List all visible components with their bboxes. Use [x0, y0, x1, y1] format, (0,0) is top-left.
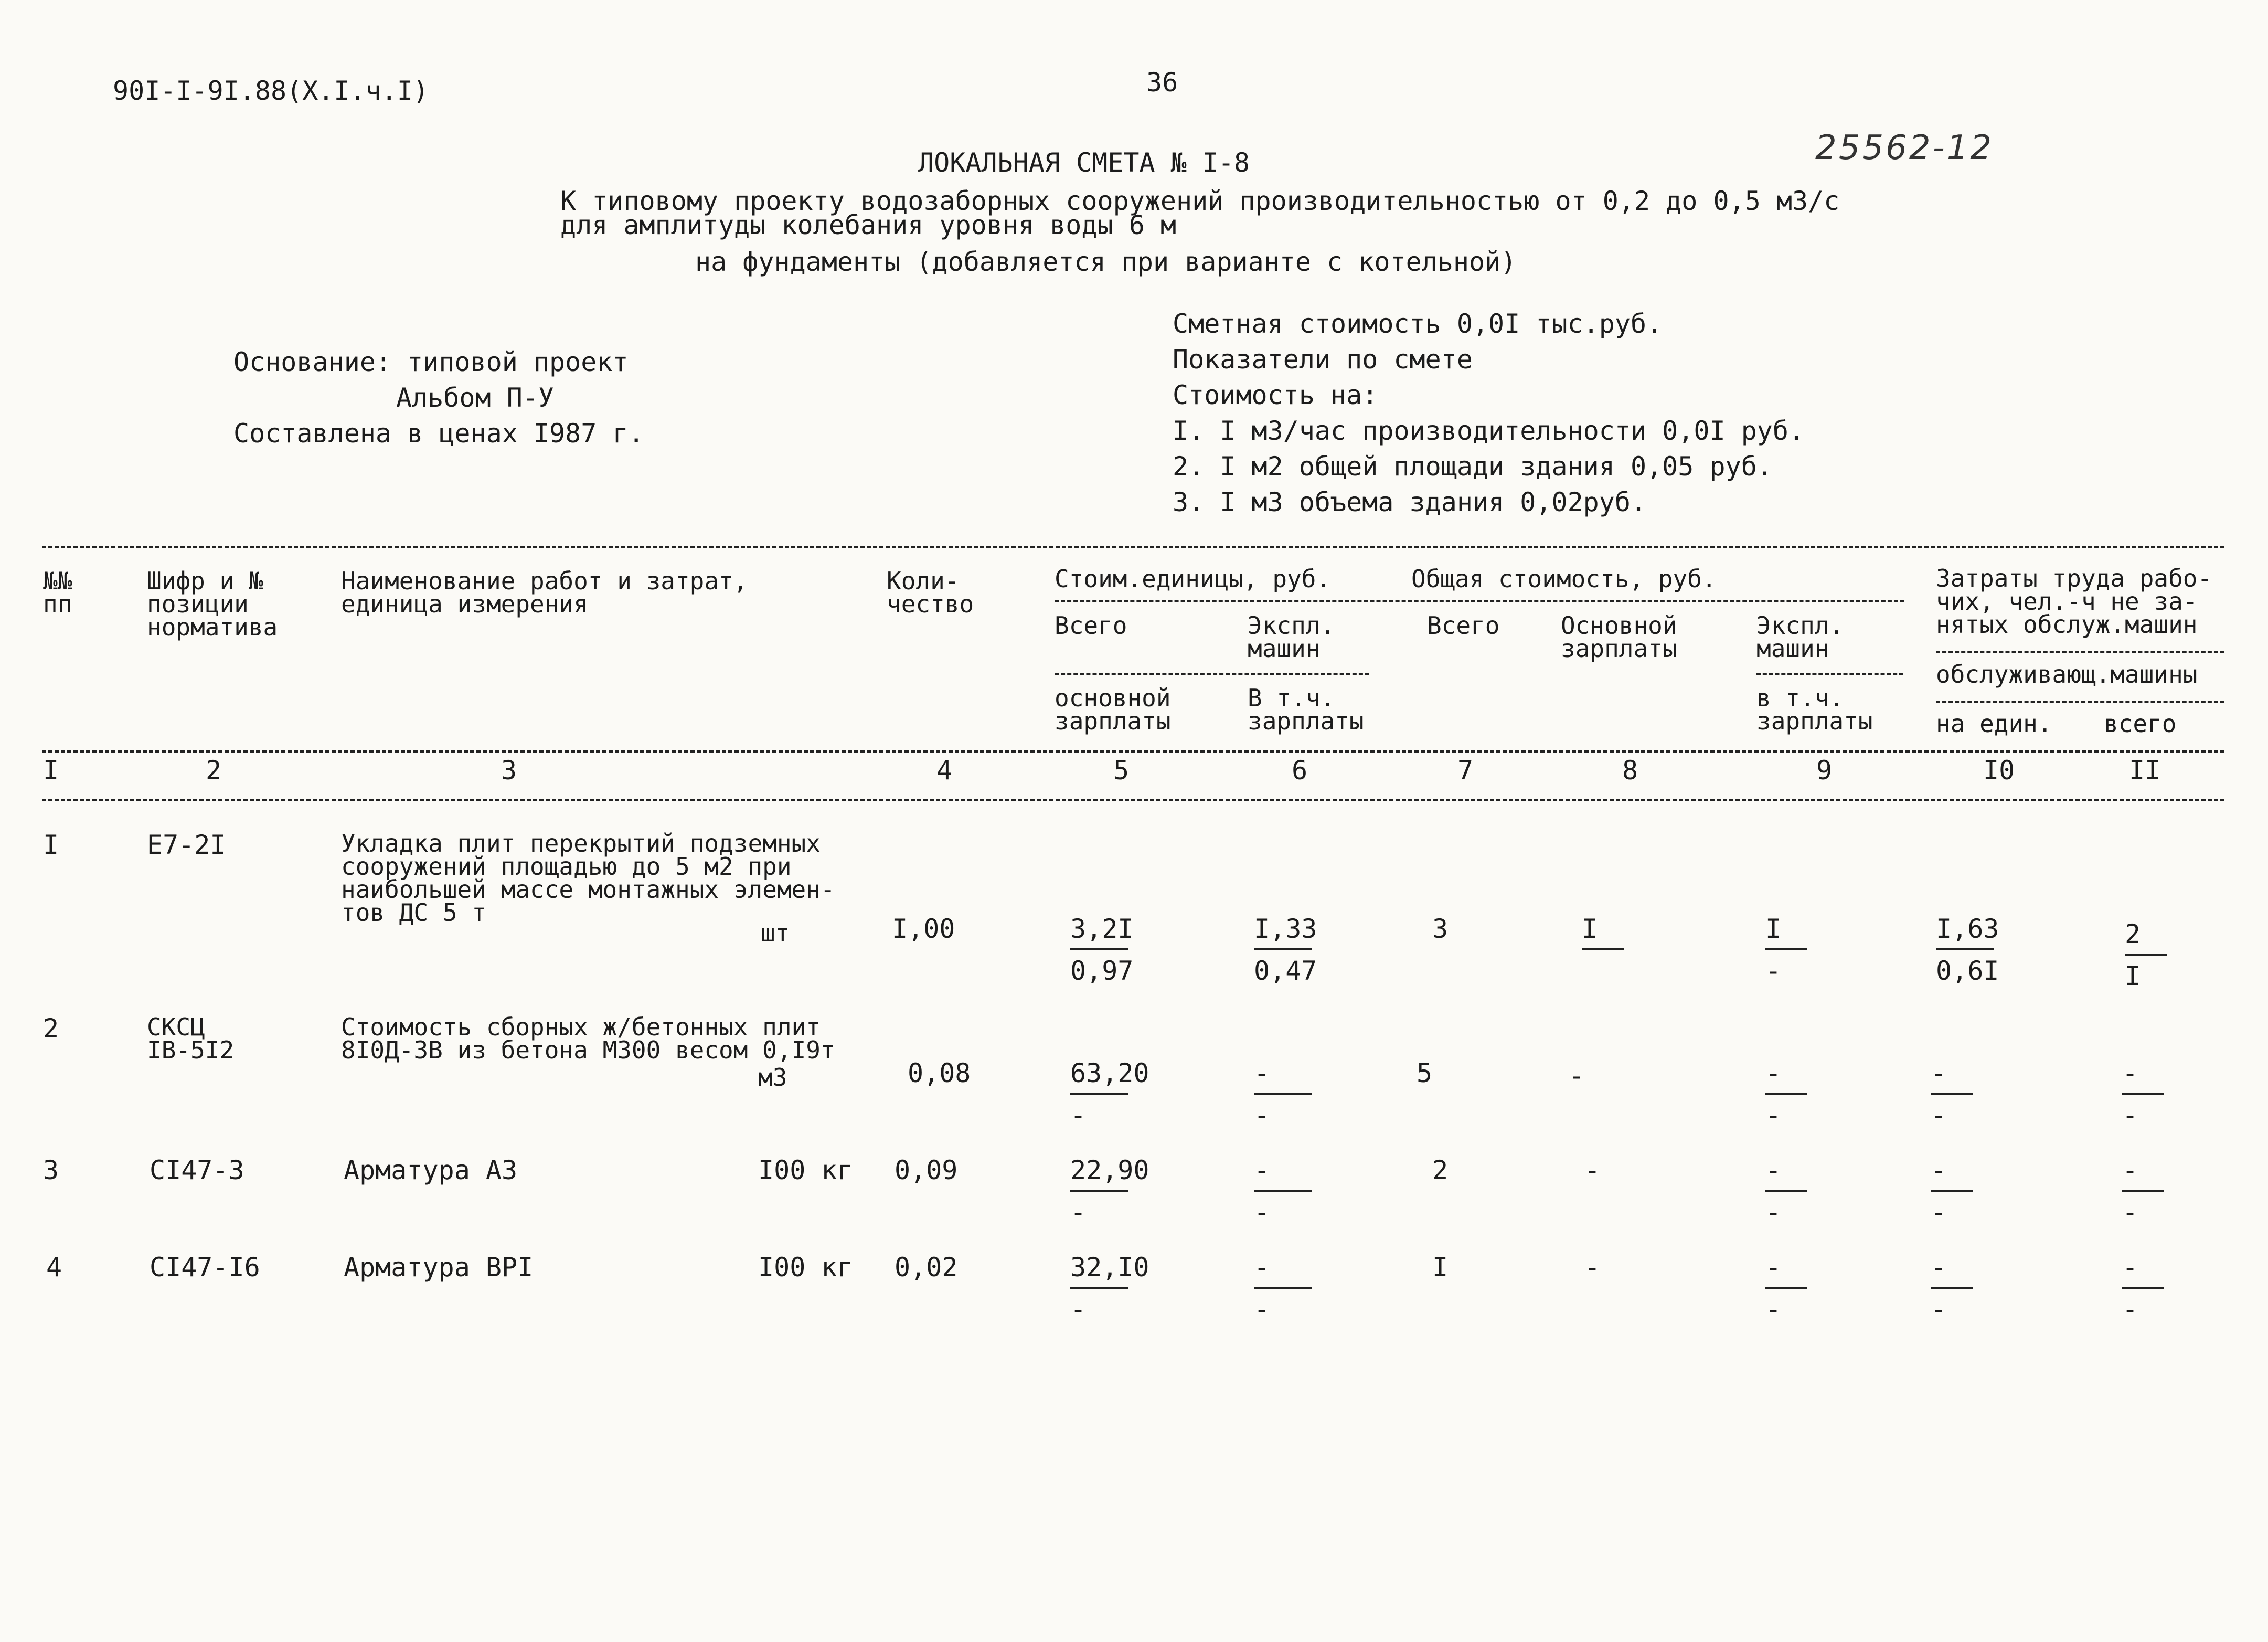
column-number-6: 6 — [1292, 755, 1308, 786]
estimated-cost: Сметная стоимость 0,0I тыс.руб. — [1173, 309, 1663, 339]
col-header-labor: Затраты труда рабо- чих, чел.-ч не за- нятых обслуж.машин — [1936, 564, 2212, 639]
unit-expl-wage-value: - — [1254, 1100, 1270, 1130]
labor-unit-value: - — [1931, 1252, 1947, 1283]
total-expl-wage-value: - — [1765, 1100, 1782, 1130]
labor-total-value: 2 — [2125, 919, 2141, 949]
stamp-number: 25562-12 — [1815, 129, 1994, 167]
total-wage-value: - — [1584, 1252, 1601, 1283]
page-number: 36 — [1146, 67, 1178, 98]
row-name: Арматура ВРI — [344, 1252, 534, 1283]
unit-total-cell — [1070, 1252, 1149, 1325]
total-cost-value: I — [1432, 1252, 1449, 1283]
col-header-unit-total: Всего — [1055, 611, 1127, 640]
total-wage-value: - — [1569, 1061, 1585, 1091]
cost-per-label: Стоимость на: — [1173, 380, 1378, 410]
row-unit: I00 кг — [758, 1155, 853, 1185]
labor-total-cell — [2125, 921, 2167, 989]
fraction-bar — [1254, 1093, 1312, 1095]
column-number-7: 7 — [1457, 755, 1474, 786]
col-header-unit-expl: Экспл. машин — [1248, 611, 1335, 663]
unit-expl-value: I,33 — [1254, 914, 1317, 944]
fraction-bar — [2122, 1190, 2164, 1192]
row-quantity: I,00 — [892, 914, 955, 944]
col-header-labor-unit: на един. — [1936, 709, 2052, 738]
basis-line-3: Составлена в ценах I987 г. — [233, 418, 644, 449]
total-expl-value: - — [1765, 1058, 1782, 1088]
column-number-8: 8 — [1622, 755, 1638, 786]
column-number-9: 9 — [1816, 755, 1833, 786]
total-expl-sub-rule — [1756, 673, 1903, 675]
labor-unit-service-value: - — [1931, 1100, 1947, 1130]
total-expl-value: - — [1765, 1155, 1782, 1185]
unit-wage-value: - — [1070, 1294, 1087, 1325]
estimate-title: ЛОКАЛЬНАЯ СМЕТА № I-8 — [918, 147, 1250, 178]
indicator-1: I. I м3/час производительности 0,0I руб. — [1173, 416, 1805, 446]
row-code: СКСЦ IВ-5I2 — [147, 1013, 235, 1064]
labor-unit-cell — [1931, 1252, 1973, 1325]
col-header-total-expl: Экспл. машин — [1756, 611, 1844, 663]
fraction-bar — [2125, 954, 2167, 956]
col-header-total-all: Всего — [1427, 611, 1500, 640]
document-code: 90I-I-9I.88(X.I.ч.I) — [113, 76, 429, 106]
fraction-bar — [1765, 1093, 1807, 1095]
cost-groups-rule — [1055, 600, 1904, 602]
total-expl-cell — [1765, 1252, 1807, 1325]
row-number: 2 — [43, 1013, 59, 1044]
total-wage-cell — [1582, 916, 1624, 958]
row-quantity: 0,08 — [908, 1058, 971, 1088]
total-expl-value: I — [1765, 914, 1782, 944]
unit-total-value: 63,20 — [1070, 1058, 1149, 1088]
row-name: Арматура А3 — [344, 1155, 518, 1185]
unit-expl-cell — [1254, 1157, 1312, 1225]
unit-total-cell — [1070, 916, 1133, 984]
row-unit: I00 кг — [758, 1252, 853, 1283]
labor-total-value: - — [2122, 1058, 2138, 1088]
col-header-labor-total: всего — [2104, 709, 2177, 738]
column-number-10: I0 — [1983, 755, 2015, 786]
unit-cost-sub-rule — [1055, 673, 1369, 675]
row-unit: м3 — [758, 1063, 787, 1092]
labor-unit-value: I,63 — [1936, 914, 1999, 944]
labor-total-cell — [2122, 1252, 2164, 1325]
unit-expl-cell — [1254, 916, 1317, 984]
row-quantity: 0,02 — [895, 1252, 958, 1283]
column-number-3: 3 — [501, 755, 517, 786]
col-header-unit-incl-wage: В т.ч. зарплаты — [1248, 684, 1364, 735]
indicators-label: Показатели по смете — [1173, 344, 1473, 375]
col-header-code: Шифр и № позиции норматива — [147, 567, 278, 641]
fraction-bar — [1931, 1287, 1973, 1289]
row-number: 4 — [46, 1252, 62, 1283]
labor-unit-cell — [1931, 1060, 1973, 1128]
col-header-labor-service: обслуживающ.машины — [1936, 660, 2198, 688]
labor-unit-service-value: - — [1931, 1197, 1947, 1227]
unit-expl-wage-value: 0,47 — [1254, 956, 1317, 986]
labor-total-value: - — [2122, 1252, 2138, 1283]
col-header-unit-base-wage: основной зарплаты — [1055, 684, 1171, 735]
total-cost-value: 3 — [1432, 914, 1449, 944]
total-expl-wage-value: - — [1765, 1197, 1782, 1227]
unit-total-value: 32,I0 — [1070, 1252, 1149, 1283]
labor-total-cell — [2122, 1157, 2164, 1225]
labor-total-service-value: - — [2122, 1100, 2138, 1130]
fraction-bar — [1765, 1287, 1807, 1289]
column-number-4: 4 — [936, 755, 953, 786]
header-mid-rule — [42, 750, 2224, 753]
unit-total-value: 3,2I — [1070, 914, 1134, 944]
total-expl-value: - — [1765, 1252, 1782, 1283]
column-number-5: 5 — [1113, 755, 1130, 786]
col-header-name: Наименование работ и затрат, единица измерения — [341, 567, 748, 618]
col-header-total-incl-wage: в т.ч. зарплаты — [1756, 684, 1873, 735]
row-quantity: 0,09 — [895, 1155, 958, 1185]
labor-unit-cell — [1936, 916, 1999, 984]
unit-wage-value: - — [1070, 1100, 1087, 1130]
fraction-bar — [1070, 1093, 1128, 1095]
fraction-bar — [1931, 1093, 1973, 1095]
basis-line-2: Альбом П-У — [396, 383, 555, 413]
row-number: I — [43, 830, 59, 860]
total-expl-cell — [1765, 916, 1807, 984]
unit-expl-cell — [1254, 1252, 1312, 1325]
row-unit: шт — [761, 919, 790, 947]
col-header-total-cost: Общая стоимость, руб. — [1411, 565, 1717, 593]
col-header-quantity: Коли- чество — [887, 567, 974, 618]
header-top-rule — [42, 546, 2224, 548]
row-name: Укладка плит перекрытий подземных сооружений площадью до 5 м2 при наибольшей массе монтажных элемен- тов ДС 5 т — [341, 829, 835, 927]
unit-expl-value: - — [1254, 1155, 1270, 1185]
fraction-bar — [1254, 1190, 1312, 1192]
total-expl-wage-value: - — [1765, 956, 1782, 986]
fraction-bar — [1070, 1287, 1128, 1289]
labor-unit-cell — [1931, 1157, 1973, 1225]
unit-total-cell — [1070, 1157, 1149, 1225]
row-name: Стоимость сборных ж/бетонных плит 8I0Д-3В из бетона М300 весом 0,I9т — [341, 1013, 835, 1064]
row-number: 3 — [43, 1155, 59, 1185]
indicator-2: 2. I м2 общей площади здания 0,05 руб. — [1173, 451, 1773, 482]
indicator-3: 3. I м3 объема здания 0,02руб. — [1173, 487, 1647, 517]
col-header-unit-cost: Стоим.единицы, руб. — [1055, 565, 1331, 593]
labor-unit-value: - — [1931, 1155, 1947, 1185]
total-wage-value: I — [1582, 914, 1598, 944]
labor-total-service-value: - — [2122, 1294, 2138, 1325]
col-header-number: №№ пп — [43, 567, 72, 618]
unit-wage-value: 0,97 — [1070, 956, 1134, 986]
fraction-bar — [1070, 948, 1128, 950]
basis-line-1: Основание: типовой проект — [233, 347, 629, 377]
row-code: Е7-2I — [147, 830, 226, 860]
column-number-1: I — [43, 755, 59, 786]
labor-rule-1 — [1936, 651, 2224, 653]
unit-expl-wage-value: - — [1254, 1197, 1270, 1227]
labor-total-value: - — [2122, 1155, 2138, 1185]
fraction-bar — [2122, 1093, 2164, 1095]
fraction-bar — [1254, 1287, 1312, 1289]
unit-expl-cell — [1254, 1060, 1312, 1128]
labor-unit-service-value: - — [1931, 1294, 1947, 1325]
total-expl-wage-value: - — [1765, 1294, 1782, 1325]
total-expl-cell — [1765, 1060, 1807, 1128]
row-code: СI47-I6 — [150, 1252, 260, 1283]
labor-total-service-value: I — [2125, 961, 2141, 991]
col-header-total-base-wage: Основной зарплаты — [1561, 611, 1677, 663]
column-number-11: II — [2129, 755, 2161, 786]
total-wage-value: - — [1584, 1155, 1601, 1185]
column-number-2: 2 — [206, 755, 222, 786]
unit-total-cell — [1070, 1060, 1149, 1128]
fraction-bar — [1765, 948, 1807, 950]
total-cost-value: 5 — [1417, 1058, 1433, 1088]
subtitle-line-2: для амплитуды колебания уровня воды 6 м — [560, 210, 1176, 240]
labor-total-cell — [2122, 1060, 2164, 1128]
unit-expl-value: - — [1254, 1252, 1270, 1283]
fraction-bar — [1936, 948, 1994, 950]
total-cost-value: 2 — [1432, 1155, 1449, 1185]
unit-expl-value: - — [1254, 1058, 1270, 1088]
unit-total-value: 22,90 — [1070, 1155, 1149, 1185]
subtitle-line-3: на фундаменты (добавляется при варианте с котельной) — [695, 247, 1517, 277]
row-code: СI47-3 — [150, 1155, 244, 1185]
unit-wage-value: - — [1070, 1197, 1087, 1227]
total-expl-cell — [1765, 1157, 1807, 1225]
header-bottom-rule — [42, 799, 2224, 801]
fraction-bar — [1765, 1190, 1807, 1192]
fraction-bar — [1254, 948, 1312, 950]
fraction-bar — [1582, 948, 1624, 950]
fraction-bar — [2122, 1287, 2164, 1289]
fraction-bar — [1070, 1190, 1128, 1192]
subtitle-line-1: К типовому проекту водозаборных сооружений производительностью от 0,2 до 0,5 м3/с — [560, 186, 1840, 216]
labor-total-service-value: - — [2122, 1197, 2138, 1227]
labor-unit-service-value: 0,6I — [1936, 956, 1999, 986]
fraction-bar — [1931, 1190, 1973, 1192]
labor-rule-2 — [1936, 701, 2224, 703]
labor-unit-value: - — [1931, 1058, 1947, 1088]
unit-expl-wage-value: - — [1254, 1294, 1270, 1325]
